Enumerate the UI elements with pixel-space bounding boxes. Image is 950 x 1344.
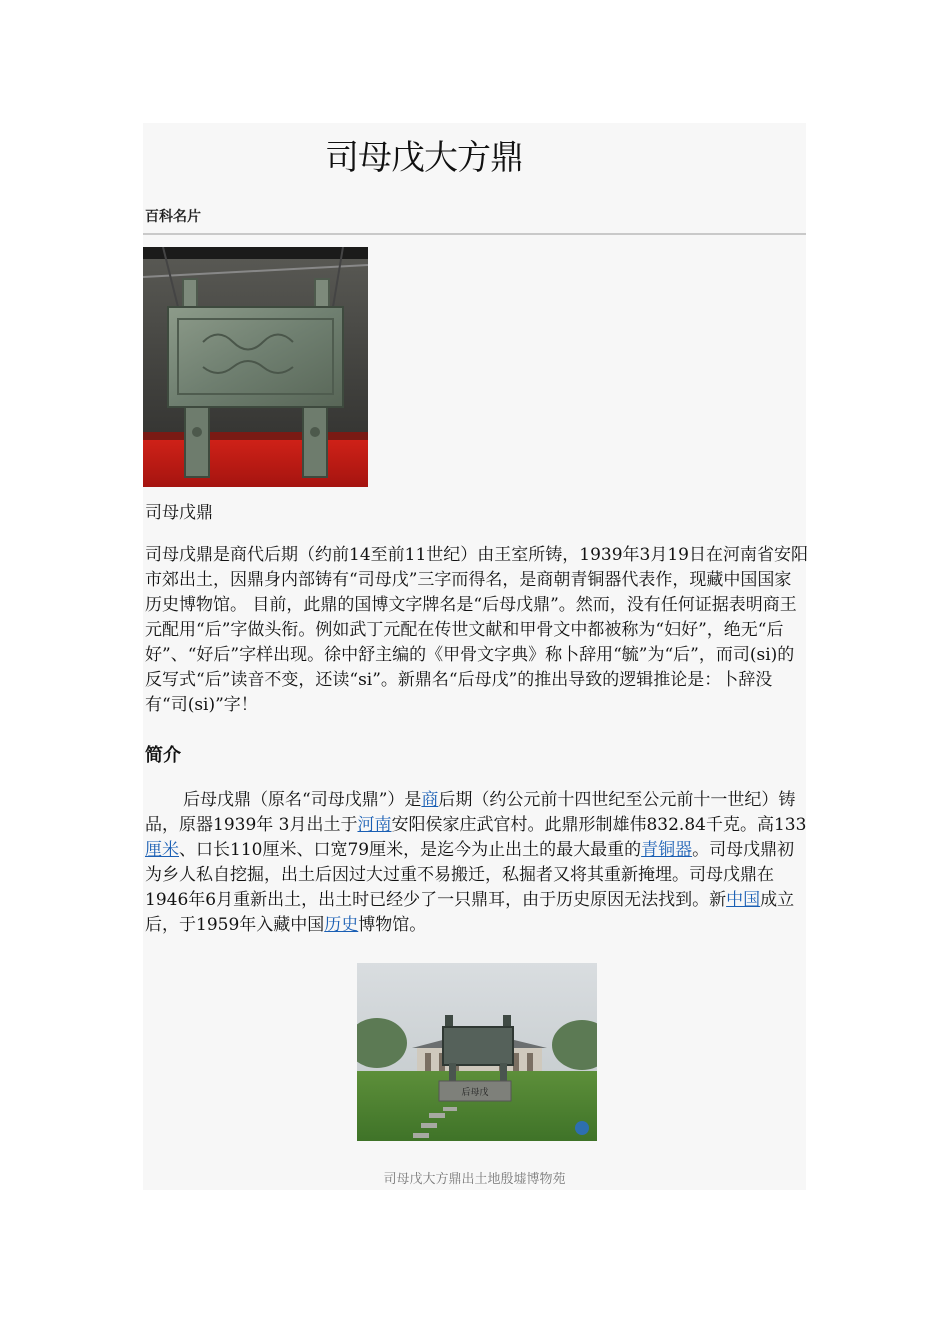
link-history[interactable]: 历史: [324, 915, 359, 935]
link-shang[interactable]: 商: [421, 790, 439, 810]
encyclopedia-card-label: 百科名片: [145, 209, 201, 225]
yinxu-museum-photo: [357, 963, 597, 1141]
intro-paragraph: 司母戊鼎是商代后期（约前14至前11世纪）由王室所铸，1939年3月19日在河南省安阳市郊出土，因鼎身内部铸有“司母戊”三字而得名，是商朝青铜器代表作，现藏中国国家历史博物馆。 目前，此鼎的国博文字牌名是“后母戊鼎”。然而，没有任何证据表明商王元配用“后”字做头衔。例如武丁元配在传世文献和甲骨文中都被称为“妇好”，绝无“后好”、“好后”字样出现。徐中舒主编的《甲骨文字典》称卜辞用“毓”为“后”，而司(si)的反写式“后”读音不变，还读“si”。新鼎名“后母戊”的推出导致的逻辑推论是：卜辞没有“司(si)”字！: [145, 545, 808, 715]
paragraph-text: 后母戊鼎（原名“司母戊鼎”）是: [183, 790, 422, 810]
link-china[interactable]: 中国: [726, 890, 761, 910]
divider: [143, 233, 806, 235]
link-henan[interactable]: 河南: [357, 815, 392, 835]
paragraph-text: 成立后，于1959年入藏中国: [145, 890, 795, 935]
image-caption: 司母戊鼎: [145, 503, 213, 523]
paragraph-text: 后期（约公元前十四世纪至公元前十一世纪）铸品，原器1939年 3月出土于: [145, 790, 796, 835]
paragraph-text: 、口长110厘米、口宽79厘米，是迄今为止出土的最大最重的: [179, 840, 642, 860]
link-bronze-ware[interactable]: 青铜器: [641, 840, 693, 860]
paragraph-text: 。司母戊鼎初为乡人私自挖掘，出土后因过大过重不易搬迁，私掘者又将其重新掩埋。司母戊鼎在1946年6月重新出土，出土时已经少了一只鼎耳，由于历史原因无法找到。新: [145, 840, 795, 910]
image-caption-yinxu: 司母戊大方鼎出土地殷墟博物苑: [383, 1172, 566, 1187]
section-paragraph: [145, 788, 808, 938]
paragraph-text: 博物馆。: [358, 915, 427, 935]
section-heading-intro: 简介: [145, 745, 181, 766]
page-title: 司母戊大方鼎: [325, 138, 523, 178]
link-centimeter[interactable]: 厘米: [145, 840, 179, 860]
bronze-ding-photo: [143, 247, 368, 487]
paragraph-text: 安阳侯家庄武官村。此鼎形制雄伟832.84千克。高133: [391, 815, 807, 835]
sign-text: 后母戊: [461, 1088, 489, 1098]
